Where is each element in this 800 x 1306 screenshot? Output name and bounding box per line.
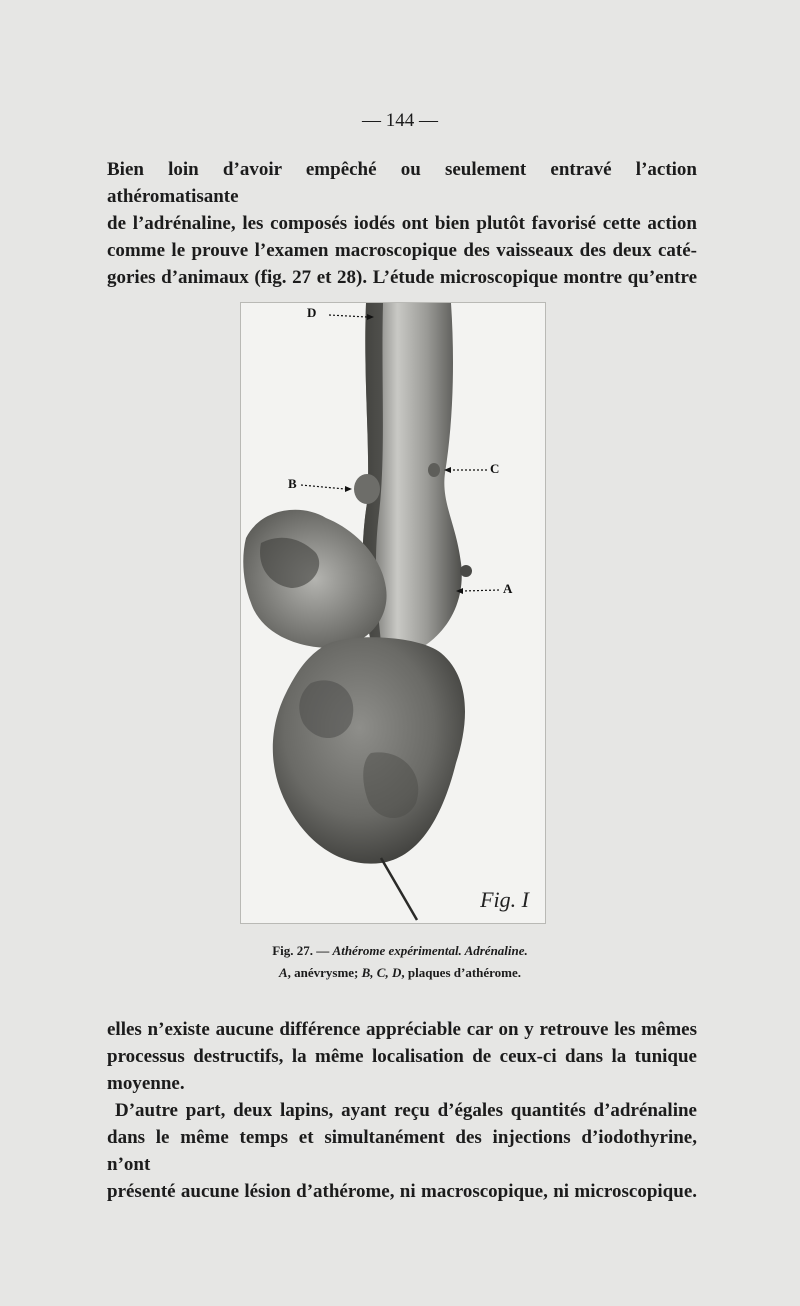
text-line: Bien loin d’avoir empêché ou seulement entravé l’action athéromatisante: [107, 159, 697, 207]
text-line: gories d’animaux (fig. 27 et 28). L’étude microscopique montre qu’entre: [107, 267, 697, 288]
figure-27-photograph: [240, 302, 546, 924]
caption-legend-a: A: [278, 965, 288, 980]
paragraph-last: [107, 1097, 697, 1205]
aorta-specimen-illustration: [241, 303, 545, 923]
text-line: présenté aucune lésion d’athérome, ni macroscopique, ni microscopique.: [107, 1181, 697, 1202]
paragraph-bottom: [107, 1016, 697, 1097]
figure-label-d: D: [307, 305, 317, 320]
paragraph-top: [107, 156, 697, 291]
text-line: D’autre part, deux lapins, ayant reçu d’égales quantités d’adrénaline: [115, 1100, 697, 1121]
caption-title: Athérome expérimental. Adrénaline.: [332, 943, 528, 958]
caption-legend-rest: , plaques d’athérome.: [401, 965, 522, 980]
text-line: processus destructifs, la même localisation de ceux-ci dans la tunique: [107, 1046, 697, 1067]
text-line: dans le même temps et simultanément des injections d’iodothyrine, n’ont: [107, 1127, 697, 1175]
caption-legend-bcd: B, C, D: [361, 965, 402, 980]
text-line: moyenne.: [107, 1073, 185, 1094]
figure-label-b: B: [288, 476, 297, 491]
text-line: elles n’existe aucune différence appréciable car on y retrouve les mêmes: [107, 1019, 697, 1040]
figure-mark: Fig. I: [480, 887, 529, 912]
text-line: comme le prouve l’examen macroscopique des vaisseaux des deux caté-: [107, 240, 697, 261]
text-line: de l’adrénaline, les composés iodés ont bien plutôt favorisé cette action: [107, 213, 697, 234]
page-number: — 144 —: [362, 110, 438, 131]
figure-label-a: A: [503, 581, 513, 596]
caption-legend-a-text: , anévrysme;: [287, 965, 362, 980]
figure-caption-title: [0, 943, 800, 959]
figure-label-c: C: [490, 461, 500, 476]
caption-prefix: Fig. 27. —: [272, 943, 330, 958]
figure-caption-legend: [0, 965, 800, 981]
